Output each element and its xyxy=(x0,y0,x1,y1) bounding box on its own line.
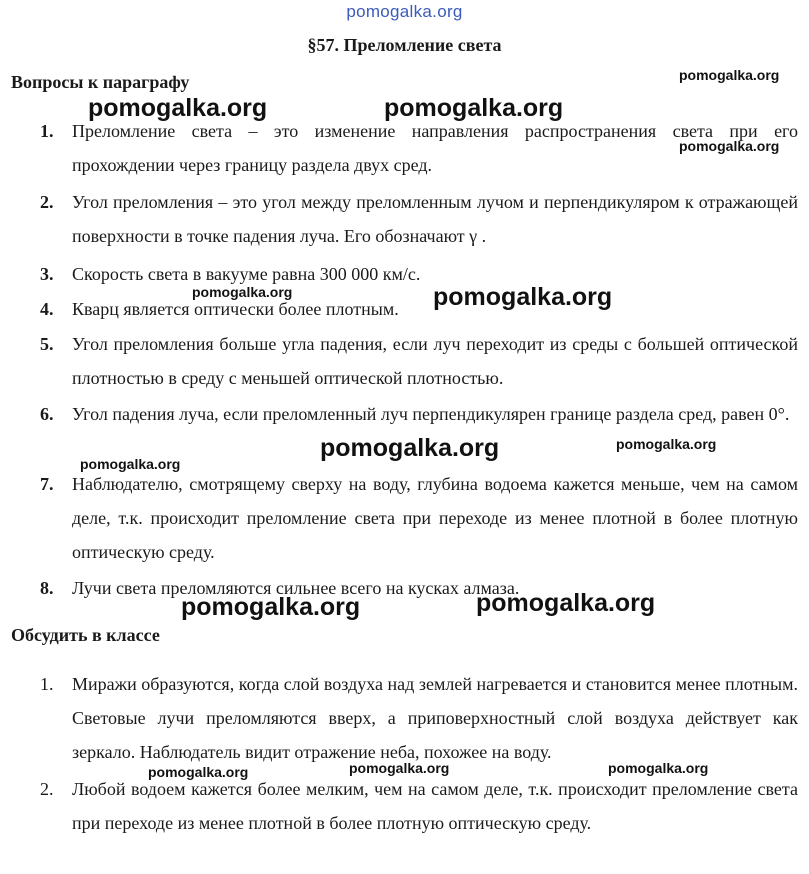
item-number: 2. xyxy=(40,192,54,212)
item-number: 2. xyxy=(40,779,54,799)
item-text: Наблюдателю, смотрящему сверху на воду, глубина водоема кажется меньше, чем на самом деле, т.к. происходит преломление света при переходе из менее плотной в более плотную оптическую среду. xyxy=(72,474,798,562)
watermark: pomogalka.org xyxy=(88,94,268,122)
section-heading-questions: Вопросы к параграфу xyxy=(11,72,190,92)
item-text: Любой водоем кажется более мелким, чем на самом деле, т.к. происходит преломление света при переходе из менее плотной в более плотную оптическую среду. xyxy=(72,779,798,833)
item-number: 1. xyxy=(40,121,54,141)
watermark: pomogalka.org xyxy=(679,138,780,154)
item-text: Преломление света – это изменение направления распространения света при его прохождении через границу раздела двух сред. xyxy=(72,121,798,175)
item-text: Миражи образуются, когда слой воздуха над землей нагревается и становится менее плотным. Световые лучи преломляются вверх, а приповерхностный слой воздуха действует как зеркало. Наблюдатель видит отражение неба, похожее на воду. xyxy=(72,674,798,762)
section-heading-discuss: Обсудить в классе xyxy=(11,625,160,645)
watermark: pomogalka.org xyxy=(192,284,293,300)
item-text: Угол преломления – это угол между преломленным лучом и перпендикуляром к отражающей поверхности в точке падения луча. Его обозначают γ . xyxy=(72,192,798,246)
watermark: pomogalka.org xyxy=(433,283,613,311)
item-number: 7. xyxy=(40,474,54,494)
watermark: pomogalka.org xyxy=(148,764,249,780)
page-title: §57. Преломление света xyxy=(307,35,502,55)
item-number: 1. xyxy=(40,674,54,694)
item-text: Скорость света в вакууме равна 300 000 км/с. xyxy=(72,264,421,284)
watermark: pomogalka.org xyxy=(476,589,656,617)
watermark: pomogalka.org xyxy=(384,94,564,122)
watermark: pomogalka.org xyxy=(608,760,709,776)
item-number: 4. xyxy=(40,299,54,319)
watermark: pomogalka.org xyxy=(349,760,450,776)
watermark: pomogalka.org xyxy=(679,67,780,83)
site-watermark[interactable]: pomogalka.org xyxy=(346,2,463,21)
item-number: 6. xyxy=(40,404,54,424)
item-number: 8. xyxy=(40,578,54,598)
item-number: 5. xyxy=(40,334,54,354)
item-number: 3. xyxy=(40,264,54,284)
watermark: pomogalka.org xyxy=(320,434,500,462)
item-text: Угол преломления больше угла падения, если луч переходит из среды с большей оптической плотностью в среду с меньшей оптической плотностью. xyxy=(72,334,798,388)
watermark: pomogalka.org xyxy=(616,436,717,452)
item-text: Лучи света преломляются сильнее всего на кусках алмаза. xyxy=(72,578,520,598)
item-text: Кварц является оптически более плотным. xyxy=(72,299,399,319)
watermark: pomogalka.org xyxy=(80,456,181,472)
item-text: Угол падения луча, если преломленный луч перпендикулярен границе раздела сред, равен 0°. xyxy=(72,404,790,424)
watermark: pomogalka.org xyxy=(181,593,361,621)
